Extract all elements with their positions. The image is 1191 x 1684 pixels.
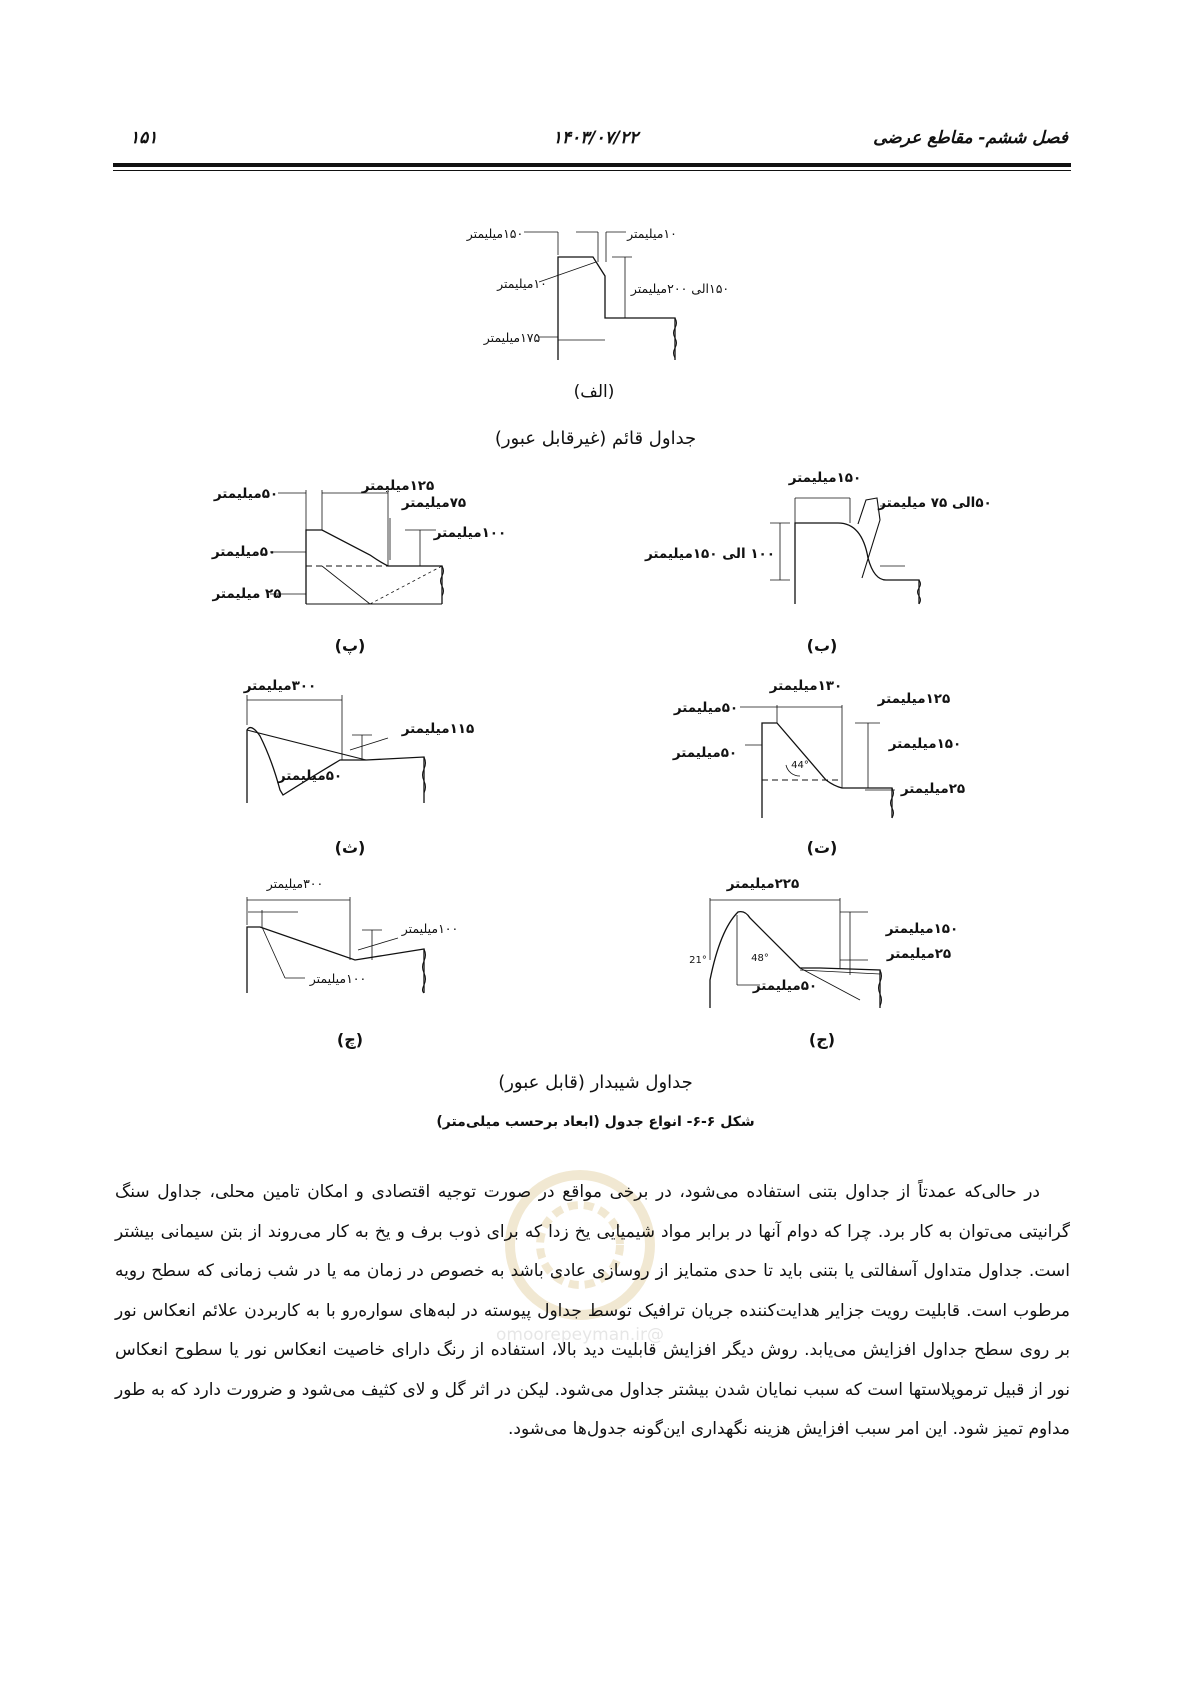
dim-pe-6: ۲۵ میلیمتر bbox=[212, 586, 282, 602]
dim-jim-angle-2: 48° bbox=[751, 953, 769, 964]
header-date: ۱۴۰۳/۰۷/۲۲ bbox=[552, 128, 639, 148]
dim-jim-1: ۲۲۵میلیمتر bbox=[726, 876, 800, 892]
dim-che-2: ۱۰۰میلیمتر bbox=[401, 921, 459, 936]
panel-label-te: (ت) bbox=[806, 838, 838, 857]
dim-pe-4: ۱۰۰میلیمتر bbox=[433, 525, 507, 541]
dim-jim-3: ۲۵میلیمتر bbox=[886, 946, 952, 962]
dim-te-2: ۱۳۰میلیمتر bbox=[769, 678, 843, 694]
dim-che-1: ۳۰۰میلیمتر bbox=[266, 876, 324, 891]
dim-jim-2: ۱۵۰میلیمتر bbox=[885, 921, 959, 937]
panel-label-jim: (ج) bbox=[808, 1030, 836, 1049]
watermark-text: @omoorepeyman.ir bbox=[495, 1325, 665, 1345]
body-paragraph-block bbox=[115, 1173, 1070, 1450]
dim-te-4: ۱۵۰میلیمتر bbox=[888, 736, 962, 752]
dim-te-3: ۱۲۵میلیمتر bbox=[877, 691, 951, 707]
figure-alef-drawing bbox=[524, 232, 677, 360]
dim-alef-3: ۱۰میلیمتر bbox=[497, 276, 547, 291]
dim-be-1: ۱۵۰میلیمتر bbox=[788, 470, 862, 486]
dim-be-2: ۵۰الی ۷۵ میلیمتر bbox=[878, 495, 992, 511]
dim-pe-1: ۵۰میلیمتر bbox=[213, 486, 279, 502]
dim-te-6: ۲۵میلیمتر bbox=[900, 781, 966, 797]
dim-pe-3: ۷۵میلیمتر bbox=[401, 495, 467, 511]
figure-se-drawing bbox=[247, 695, 426, 803]
body-paragraph: در حالی‌که عمدتاً از جداول بتنی استفاده می‌شود، در برخی مواقع در صورت توجیه اقتصادی و امکان تامین محلی، جداول سنگ گرانیتی می‌توان به کار برد. چرا که دوام آنها در برابر مواد شیمیایی یخ زدا که برای ذوب برف و یخ به کار می‌روند از بتن سیمانی بیشتر است. جداول متداول آسفالتی یا بتنی باید تا حدی متمایز از روسازی عادی باشد به خصوص در زمان مه یا در شب زمانی که سطح رویه مرطوب است. قابلیت رویت جزایر هدایت‌کننده جریان ترافیک توسط جداول پیوسته در لبه‌های سواره‌رو با به کاربردن علائم انعکاس نور بر روی سطح جداول افزایش می‌یابد. روش دیگر افزایش قابلیت دید بالا، استفاده از رنگ دارای خاصیت انعکاس نور یا سطوح انعکاس نور از قبیل ترموپلاستها است که سبب نمایان شدن بیشتر جداول می‌شود. لیکن در اثر گل و لای کثیف می‌شود و ضرورت دارد که به طور مداوم تمیز شود. این امر سبب افزایش هزینه نگهداری این‌گونه جدول‌ها می‌شود. bbox=[115, 1182, 1070, 1439]
dim-jim-4: ۵۰میلیمتر bbox=[752, 978, 818, 994]
dim-che-3: ۱۰۰میلیمتر bbox=[309, 971, 367, 986]
panel-label-se: (ث) bbox=[334, 838, 366, 857]
vertical-curbs-caption: جداول قائم (غیرقابل عبور) bbox=[494, 428, 697, 449]
dim-alef-2: ۱۰میلیمتر bbox=[627, 226, 677, 241]
dim-be-3: ۱۰۰ الی ۱۵۰میلیمتر bbox=[644, 546, 776, 562]
dim-pe-2: ۱۲۵میلیمتر bbox=[361, 478, 435, 494]
dim-se-1: ۳۰۰میلیمتر bbox=[243, 678, 317, 694]
dim-pe-5: ۵۰میلیمتر bbox=[211, 544, 277, 560]
dim-te-angle: 44° bbox=[791, 760, 809, 771]
dim-te-5: ۵۰میلیمتر bbox=[672, 745, 738, 761]
figure-te-drawing bbox=[740, 705, 895, 818]
figure-be-drawing bbox=[770, 498, 921, 604]
dimension-labels bbox=[211, 226, 992, 994]
dim-se-2: ۱۱۵میلیمتر bbox=[401, 721, 475, 737]
panel-label-pe: (پ) bbox=[334, 636, 366, 655]
figure-caption: شکل ۶-۶- انواع جدول (ابعاد برحسب میلی‌متر) bbox=[436, 1114, 755, 1130]
dim-alef-1: ۱۵۰میلیمتر bbox=[466, 226, 524, 241]
sloped-curbs-caption: جداول شیبدار (قابل عبور) bbox=[498, 1072, 693, 1093]
dim-te-1: ۵۰میلیمتر bbox=[673, 700, 739, 716]
panel-label-be: (ب) bbox=[806, 636, 838, 655]
dim-alef-5: ۱۷۵میلیمتر bbox=[483, 330, 541, 345]
dim-se-3: ۵۰میلیمتر bbox=[277, 768, 343, 784]
dim-jim-angle-1: 21° bbox=[689, 955, 707, 966]
chapter-title: فصل ششم- مقاطع عرضی bbox=[873, 128, 1068, 148]
page-number: ۱۵۱ bbox=[130, 128, 158, 148]
panel-label-che: (چ) bbox=[336, 1030, 364, 1049]
panel-label-alef: (الف) bbox=[573, 382, 615, 402]
dim-alef-4: ۱۵۰الی ۲۰۰میلیمتر bbox=[630, 281, 730, 296]
